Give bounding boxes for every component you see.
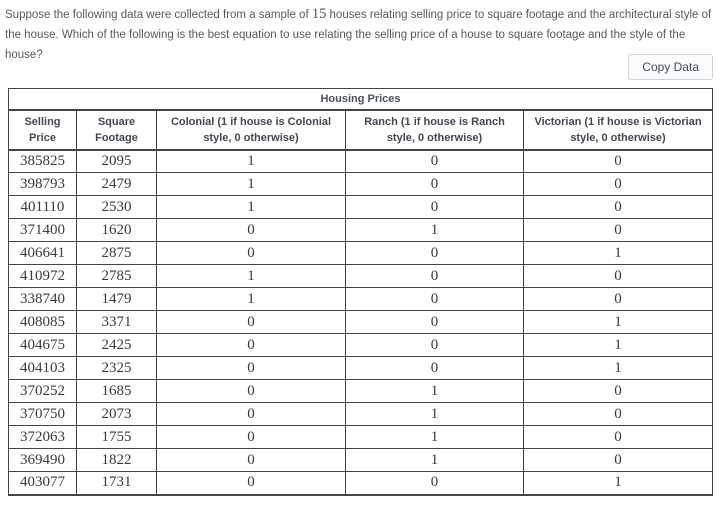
table-cell: 370252 bbox=[9, 380, 77, 403]
table-cell: 0 bbox=[157, 472, 346, 495]
column-header-ranch: Ranch (1 if house is Ranch style, 0 otherwise) bbox=[346, 110, 524, 150]
table-cell: 338740 bbox=[9, 288, 77, 311]
table-cell: 0 bbox=[157, 357, 346, 380]
table-cell: 0 bbox=[346, 173, 524, 196]
column-header-square-footage: Square Footage bbox=[77, 110, 157, 150]
table-cell: 1 bbox=[524, 311, 713, 334]
table-cell: 0 bbox=[524, 265, 713, 288]
table-cell: 0 bbox=[346, 472, 524, 495]
table-cell: 2095 bbox=[77, 150, 157, 173]
housing-prices-table bbox=[8, 88, 713, 496]
table-row bbox=[9, 173, 713, 196]
table-cell: 1 bbox=[157, 150, 346, 173]
table-row bbox=[9, 334, 713, 357]
table-cell: 0 bbox=[346, 265, 524, 288]
table-cell: 1731 bbox=[77, 472, 157, 495]
table-cell: 2785 bbox=[77, 265, 157, 288]
table-row bbox=[9, 357, 713, 380]
table-cell: 370750 bbox=[9, 403, 77, 426]
housing-prices-table-container bbox=[8, 88, 713, 496]
table-row bbox=[9, 150, 713, 173]
table-cell: 408085 bbox=[9, 311, 77, 334]
table-row bbox=[9, 288, 713, 311]
table-cell: 1 bbox=[346, 219, 524, 242]
question-text-after: houses relating selling price to square footage and the architectural style of the house. Which of the following is the best equation to use relating the selling price of a house to square footage and the style of the house? bbox=[5, 9, 712, 61]
table-cell: 0 bbox=[346, 288, 524, 311]
table-cell: 1 bbox=[346, 380, 524, 403]
table-cell: 0 bbox=[157, 242, 346, 265]
table-cell: 398793 bbox=[9, 173, 77, 196]
table-cell: 3371 bbox=[77, 311, 157, 334]
table-cell: 385825 bbox=[9, 150, 77, 173]
table-cell: 1 bbox=[524, 242, 713, 265]
column-header-selling-price: Selling Price bbox=[9, 110, 77, 150]
table-cell: 1 bbox=[524, 334, 713, 357]
table-cell: 1755 bbox=[77, 426, 157, 449]
table-row bbox=[9, 265, 713, 288]
table-cell: 1 bbox=[157, 288, 346, 311]
table-cell: 2425 bbox=[77, 334, 157, 357]
table-cell: 0 bbox=[524, 196, 713, 219]
table-cell: 401110 bbox=[9, 196, 77, 219]
table-cell: 369490 bbox=[9, 449, 77, 472]
table-cell: 1 bbox=[346, 426, 524, 449]
table-cell: 372063 bbox=[9, 426, 77, 449]
table-row bbox=[9, 449, 713, 472]
table-row bbox=[9, 380, 713, 403]
table-cell: 0 bbox=[157, 311, 346, 334]
table-cell: 1479 bbox=[77, 288, 157, 311]
table-cell: 1 bbox=[157, 196, 346, 219]
table-cell: 0 bbox=[524, 288, 713, 311]
question-text-before: Suppose the following data were collected from a sample of bbox=[5, 9, 312, 21]
table-cell: 406641 bbox=[9, 242, 77, 265]
sample-size-number: 15 bbox=[311, 6, 327, 22]
table-row bbox=[9, 242, 713, 265]
table-row bbox=[9, 472, 713, 495]
table-cell: 0 bbox=[524, 173, 713, 196]
table-cell: 0 bbox=[346, 150, 524, 173]
table-cell: 1 bbox=[346, 449, 524, 472]
table-cell: 0 bbox=[346, 357, 524, 380]
table-row bbox=[9, 426, 713, 449]
copy-data-button[interactable]: Copy Data bbox=[628, 54, 713, 80]
table-cell: 1 bbox=[524, 357, 713, 380]
table-cell: 0 bbox=[346, 196, 524, 219]
table-row bbox=[9, 196, 713, 219]
table-cell: 0 bbox=[157, 403, 346, 426]
table-cell: 0 bbox=[157, 449, 346, 472]
table-cell: 0 bbox=[524, 150, 713, 173]
table-row bbox=[9, 311, 713, 334]
table-cell: 0 bbox=[157, 334, 346, 357]
table-cell: 0 bbox=[524, 403, 713, 426]
table-row bbox=[9, 403, 713, 426]
table-cell: 1685 bbox=[77, 380, 157, 403]
question-text bbox=[5, 4, 717, 65]
table-cell: 2875 bbox=[77, 242, 157, 265]
table-row bbox=[9, 219, 713, 242]
table-cell: 0 bbox=[524, 449, 713, 472]
column-header-colonial: Colonial (1 if house is Colonial style, 0 otherwise) bbox=[157, 110, 346, 150]
table-cell: 404675 bbox=[9, 334, 77, 357]
table-cell: 0 bbox=[524, 219, 713, 242]
table-cell: 371400 bbox=[9, 219, 77, 242]
table-cell: 403077 bbox=[9, 472, 77, 495]
table-cell: 2325 bbox=[77, 357, 157, 380]
table-cell: 2530 bbox=[77, 196, 157, 219]
table-cell: 0 bbox=[157, 219, 346, 242]
table-cell: 404103 bbox=[9, 357, 77, 380]
table-cell: 0 bbox=[346, 334, 524, 357]
table-cell: 1 bbox=[524, 472, 713, 495]
column-header-victorian: Victorian (1 if house is Victorian style, 0 otherwise) bbox=[524, 110, 713, 150]
table-header-row bbox=[9, 110, 713, 150]
table-cell: 1 bbox=[157, 265, 346, 288]
table-cell: 2479 bbox=[77, 173, 157, 196]
table-cell: 0 bbox=[157, 426, 346, 449]
table-cell: 1822 bbox=[77, 449, 157, 472]
table-cell: 0 bbox=[524, 426, 713, 449]
table-title: Housing Prices bbox=[9, 89, 713, 110]
table-cell: 0 bbox=[524, 380, 713, 403]
table-cell: 1620 bbox=[77, 219, 157, 242]
table-cell: 410972 bbox=[9, 265, 77, 288]
table-cell: 0 bbox=[346, 242, 524, 265]
table-cell: 1 bbox=[346, 403, 524, 426]
table-cell: 1 bbox=[157, 173, 346, 196]
table-title-row bbox=[9, 89, 713, 110]
table-body bbox=[9, 150, 713, 495]
table-cell: 2073 bbox=[77, 403, 157, 426]
table-cell: 0 bbox=[346, 311, 524, 334]
table-cell: 0 bbox=[157, 380, 346, 403]
